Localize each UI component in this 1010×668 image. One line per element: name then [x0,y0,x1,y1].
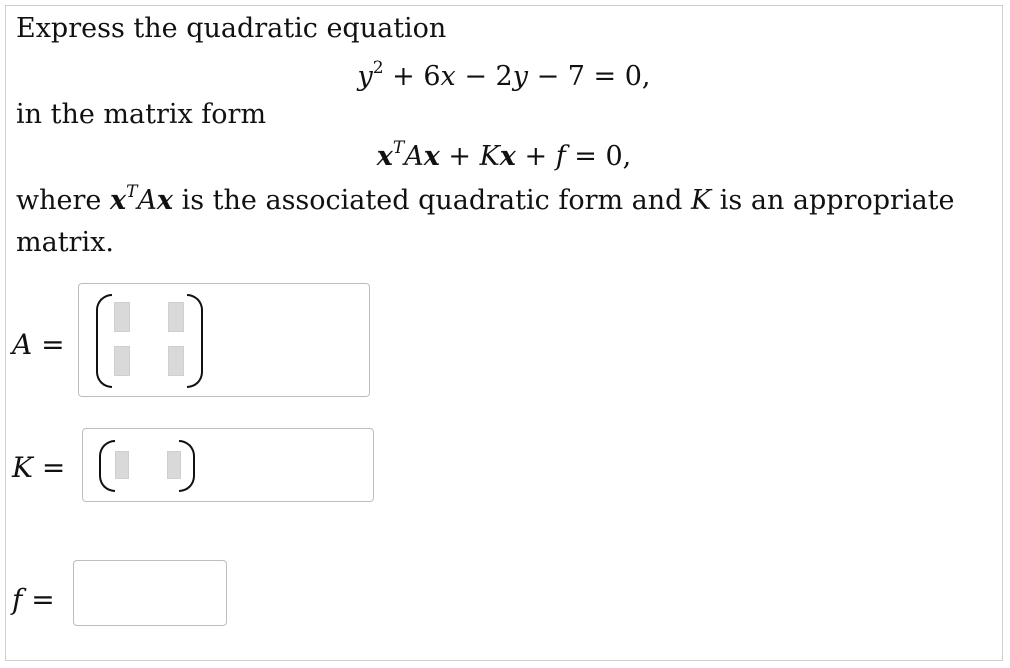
left-parenthesis-icon [96,294,112,388]
A-label: A = [12,328,65,361]
matrix-cell-A21[interactable] [114,346,130,376]
question-card [5,5,1003,661]
equation-2: $x^TAx + Kx + f = 0$, [376,138,632,172]
matrix-cell-K11[interactable] [115,451,129,479]
matrix-cell-A12[interactable] [168,302,184,332]
K-label: K = [12,451,66,484]
intro-text: Express the quadratic equation [16,13,447,44]
description-line-2: matrix. [16,227,114,258]
matrix-cell-K12[interactable] [167,451,181,479]
K-matrix-input[interactable] [82,428,374,502]
f-input[interactable] [73,560,227,626]
matrix-cell-A22[interactable] [168,346,184,376]
A-matrix-input[interactable] [78,283,370,397]
f-label: f = [12,583,55,616]
right-parenthesis-icon [187,294,203,388]
left-parenthesis-icon [99,440,115,492]
description-line-1: where $x^TAx$ is the associated quadratic form and K is an appropriate [16,182,955,216]
equation-1: $y^2 + 6x - 2y - 7 = 0$, [357,58,651,92]
middle-text: in the matrix form [16,99,267,130]
matrix-cell-A11[interactable] [114,302,130,332]
right-parenthesis-icon [179,440,195,492]
